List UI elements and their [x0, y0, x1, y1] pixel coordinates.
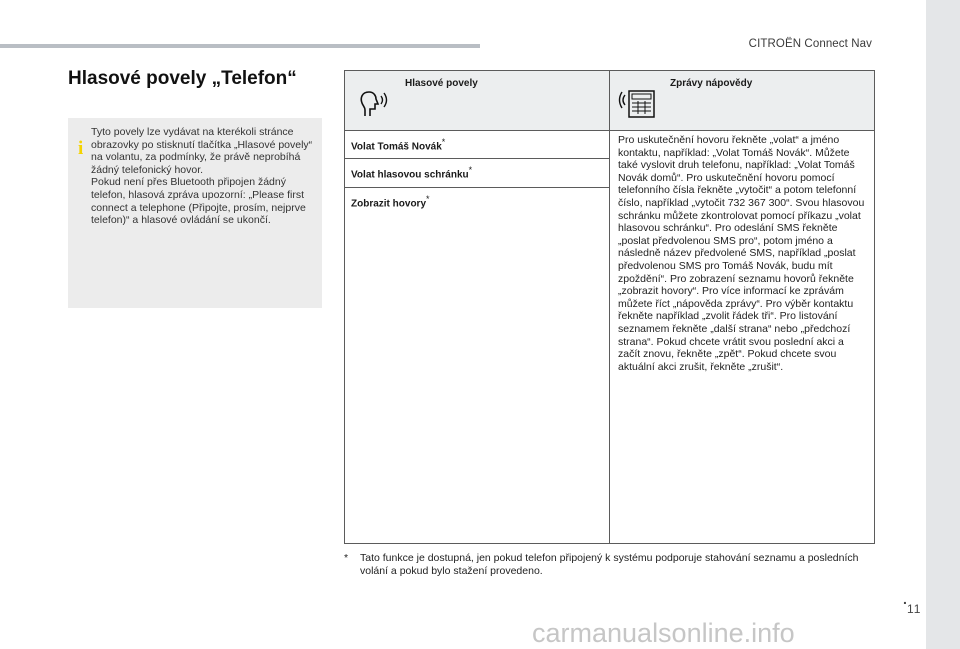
footnote-star: * — [344, 552, 349, 564]
info-note-text: Tyto povely lze vydávat na kterékoli stránce obrazovky po stisknutí tlačítka „Hlasové povely“ na volantu, za podmínky, že právě neprobíhá žádný telefonický hovor. Pokud není přes Bluetooth připojen žádný telefon, hlasová zpráva upozorní: „Please first connect a telephone (Připojte, prosím, nejprve telefon)“ a hlasové ovládání se ukončí. — [91, 126, 313, 227]
info-icon: i — [78, 138, 84, 159]
page-number: 11 — [907, 602, 922, 616]
voice-commands-table — [344, 70, 875, 544]
header-commands — [345, 71, 610, 131]
brand-label: CITROËN Connect Nav — [748, 38, 872, 50]
footnote-text: Tato funkce je dostupná, jen pokud telefon připojený k systému podporuje stahování seznamu a posledních volání a pokud bylo stažení provedeno. — [360, 552, 859, 577]
header-help-label: Zprávy nápovědy — [670, 78, 753, 89]
table-row — [345, 131, 875, 159]
page-title: Hlasové povely „Telefon“ — [68, 68, 297, 89]
header-help — [610, 71, 875, 131]
top-rule — [0, 44, 480, 48]
table-header-row — [345, 71, 875, 131]
help-messages-text: Pro uskutečnění hovoru řekněte „volat“ a jméno kontaktu, například: „Volat Tomáš Novák“. Můžete také vyslovit druh telefonu, například: „Volat Tomáš Novák domů“. Pro uskutečnění hovoru pomocí telefonního čísla řekněte „vytočit“ a potom telefonní číslo, například „vytočit 732 367 300“. Svou hlasovou schránku můžete zkontrolovat pomocí příkazu „volat hlasovou schránku“. Pro odeslání SMS řekněte „poslat předvolenou SMS pro“, potom jméno a následně název předvolené SMS, například „poslat předvolenou SMS pro Tomáš Novák, budu mít zpoždění“. Pro zobrazení seznamu hovorů řekněte „zobrazit hovory“. Pro více informací ke zprávám můžete říct „nápověda zprávy“. Pro výběr kontaktu řekněte například „zvolit řádek tři“. Pro listování seznamem řekněte „další strana“ nebo „předchozí strana“. Pokud chcete vrátit svou poslední akci a začít znovu, řekněte „zpět“. Pokud chcete svou aktuální akci zrušit, řekněte „zrušit“. — [610, 131, 875, 544]
info-note — [68, 118, 322, 308]
command-call-voicemail: Volat hlasovou schránku* — [345, 159, 610, 187]
footnote — [344, 552, 874, 578]
help-message-icon — [618, 85, 658, 121]
page-edge-strip — [926, 0, 960, 649]
header-commands-label: Hlasové povely — [405, 78, 478, 89]
watermark: carmanualsonline.info — [532, 618, 795, 648]
command-show-calls: Zobrazit hovory* — [345, 187, 610, 543]
voice-command-icon — [355, 85, 389, 119]
page-dot: . — [903, 591, 907, 607]
command-call-contact: Volat Tomáš Novák* — [345, 131, 610, 159]
